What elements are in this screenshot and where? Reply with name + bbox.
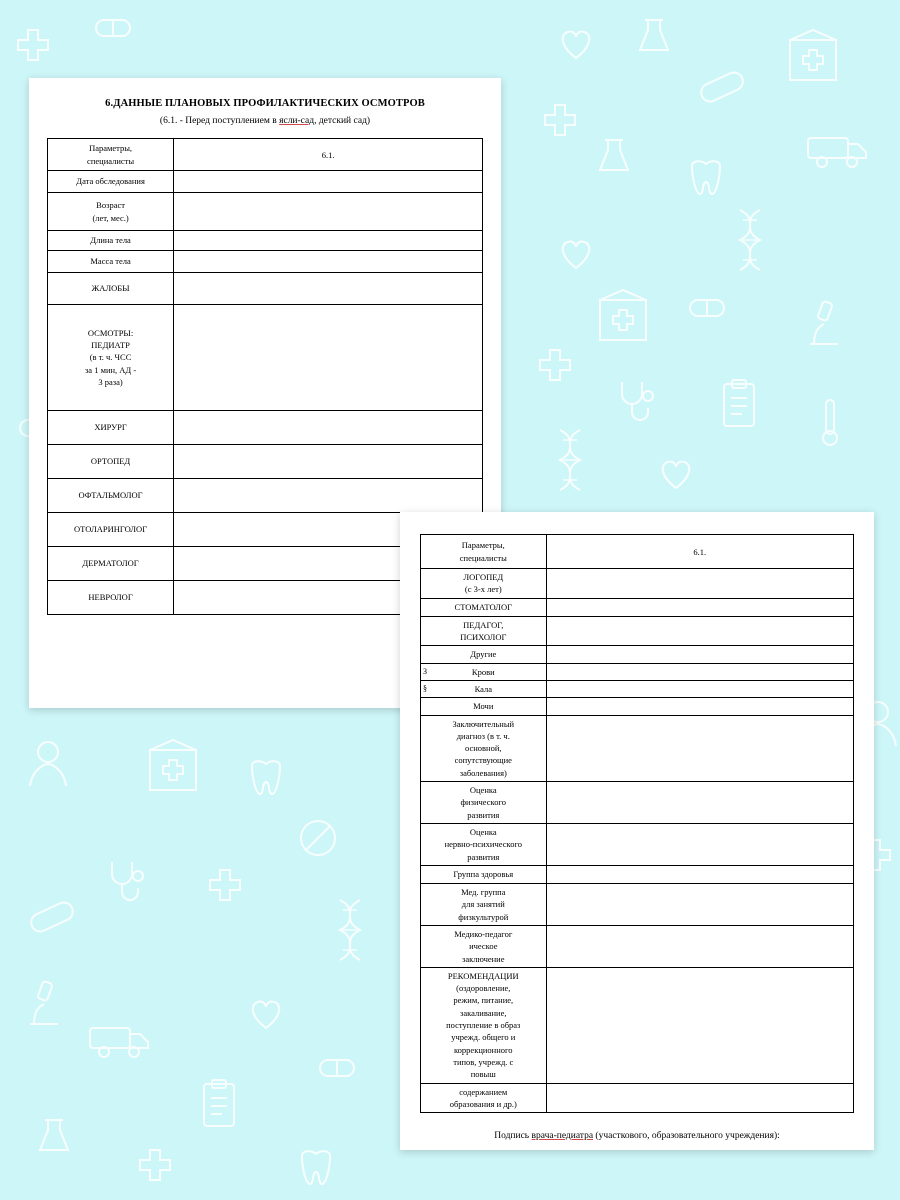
- table-row: [48, 479, 483, 513]
- table-row: [48, 273, 483, 305]
- row-label-cell: З Крови: [421, 663, 547, 680]
- table-row: [48, 445, 483, 479]
- row-label-cell: Возраст (лет, мес.): [48, 193, 174, 231]
- row-value-cell[interactable]: [546, 782, 853, 824]
- row-value-cell[interactable]: [174, 231, 483, 251]
- row-label-cell: Медико-педагог ическое заключение: [421, 925, 547, 967]
- table-row: [421, 925, 854, 967]
- row-label-cell: ЖАЛОБЫ: [48, 273, 174, 305]
- row-label-cell: РЕКОМЕНДАЦИИ (оздоровление, режим, питание, закаливание, поступление в образ учрежд. общего и коррекционного типов, учрежд. с повыш: [421, 967, 547, 1083]
- row-label-cell: § Кала: [421, 680, 547, 697]
- page-subtitle: [47, 116, 483, 126]
- table-row: [48, 251, 483, 273]
- row-value-cell[interactable]: [174, 305, 483, 411]
- header-label-cell: Параметры, специалисты: [421, 535, 547, 569]
- table-row: [48, 193, 483, 231]
- row-label-cell: ДЕРМАТОЛОГ: [48, 547, 174, 581]
- header-value-cell: 6.1.: [546, 535, 853, 569]
- header-label-cell: Параметры, специалисты: [48, 139, 174, 171]
- row-value-cell[interactable]: [174, 251, 483, 273]
- table-row: [48, 231, 483, 251]
- row-value-cell[interactable]: [174, 411, 483, 445]
- table-row: [421, 883, 854, 925]
- row-value-cell[interactable]: [546, 616, 853, 646]
- row-label-cell: НЕВРОЛОГ: [48, 581, 174, 615]
- table-row: [421, 569, 854, 599]
- row-value-cell[interactable]: [546, 680, 853, 697]
- row-value-cell[interactable]: [546, 569, 853, 599]
- row-label-cell: Мед. группа для занятий физкультурой: [421, 883, 547, 925]
- subtitle-underlined-term: ясли-сад: [279, 116, 315, 126]
- table-row: [48, 171, 483, 193]
- row-label-cell: ОСМОТРЫ: ПЕДИАТР (в т. ч. ЧСС за 1 мин, АД - 3 раза): [48, 305, 174, 411]
- row-label-cell: ПЕДАГОГ, ПСИХОЛОГ: [421, 616, 547, 646]
- row-value-cell[interactable]: [546, 598, 853, 616]
- row-value-cell[interactable]: [546, 1083, 853, 1113]
- row-label-cell: ОРТОПЕД: [48, 445, 174, 479]
- row-value-cell[interactable]: [546, 883, 853, 925]
- row-value-cell[interactable]: [174, 445, 483, 479]
- document-page-bottom: [400, 512, 874, 1150]
- row-value-cell[interactable]: [174, 479, 483, 513]
- header-value-cell: 6.1.: [174, 139, 483, 171]
- table-row: [421, 698, 854, 715]
- table-row: [421, 782, 854, 824]
- row-value-cell[interactable]: [174, 193, 483, 231]
- row-label-cell: содержанием образования и др.): [421, 1083, 547, 1113]
- exam-table-bottom: [420, 534, 854, 1113]
- row-value-cell[interactable]: [174, 273, 483, 305]
- table-row: [421, 865, 854, 883]
- row-value-cell[interactable]: [546, 824, 853, 866]
- table-row: [421, 715, 854, 782]
- row-label-cell: СТОМАТОЛОГ: [421, 598, 547, 616]
- row-label-cell: Другие: [421, 646, 547, 663]
- table-row: [421, 1083, 854, 1113]
- table-row: [421, 824, 854, 866]
- row-value-cell[interactable]: [546, 865, 853, 883]
- row-label-cell: Оценка физического развития: [421, 782, 547, 824]
- row-label-cell: Группа здоровья: [421, 865, 547, 883]
- row-value-cell[interactable]: [546, 715, 853, 782]
- row-label-cell: ОФТАЛЬМОЛОГ: [48, 479, 174, 513]
- subtitle-prefix: (6.1. - Перед поступлением в: [159, 116, 280, 126]
- subtitle-suffix: , детский сад): [314, 116, 371, 126]
- row-label-cell: Дата обследования: [48, 171, 174, 193]
- table-row: [421, 663, 854, 680]
- row-label-cell: Длина тела: [48, 231, 174, 251]
- row-value-cell[interactable]: [174, 171, 483, 193]
- row-label-cell: Масса тела: [48, 251, 174, 273]
- row-label-cell: ЛОГОПЕД (с 3-х лет): [421, 569, 547, 599]
- row-value-cell[interactable]: [546, 967, 853, 1083]
- row-label-cell: Мочи: [421, 698, 547, 715]
- signature-prefix: Подпись: [494, 1131, 532, 1142]
- row-label-cell: ОТОЛАРИНГОЛОГ: [48, 513, 174, 547]
- row-value-cell[interactable]: [546, 925, 853, 967]
- table-row: [421, 680, 854, 697]
- row-value-cell[interactable]: [546, 646, 853, 663]
- row-value-cell[interactable]: [546, 698, 853, 715]
- table-row: [48, 411, 483, 445]
- table-header-row: [48, 139, 483, 171]
- row-side-mark: §: [423, 684, 427, 694]
- row-side-mark: З: [423, 666, 428, 676]
- page-title: 6.ДАННЫЕ ПЛАНОВЫХ ПРОФИЛАКТИЧЕСКИХ ОСМОТРОВ: [105, 98, 425, 109]
- signature-underlined-term: врача-педиатра: [531, 1131, 594, 1142]
- row-label-cell: Заключительный диагноз (в т. ч. основной, сопутствующие заболевания): [421, 715, 547, 782]
- table-header-row: [421, 535, 854, 569]
- table-row: [421, 598, 854, 616]
- table-row: [421, 646, 854, 663]
- table-row: [48, 305, 483, 411]
- signature-line: [420, 1131, 854, 1141]
- signature-suffix: (участкового, образовательного учреждения):: [593, 1131, 780, 1142]
- table-row: [421, 967, 854, 1083]
- table-row: [421, 616, 854, 646]
- row-label-cell: Оценка нервно-психического развития: [421, 824, 547, 866]
- row-label-cell: ХИРУРГ: [48, 411, 174, 445]
- row-value-cell[interactable]: [546, 663, 853, 680]
